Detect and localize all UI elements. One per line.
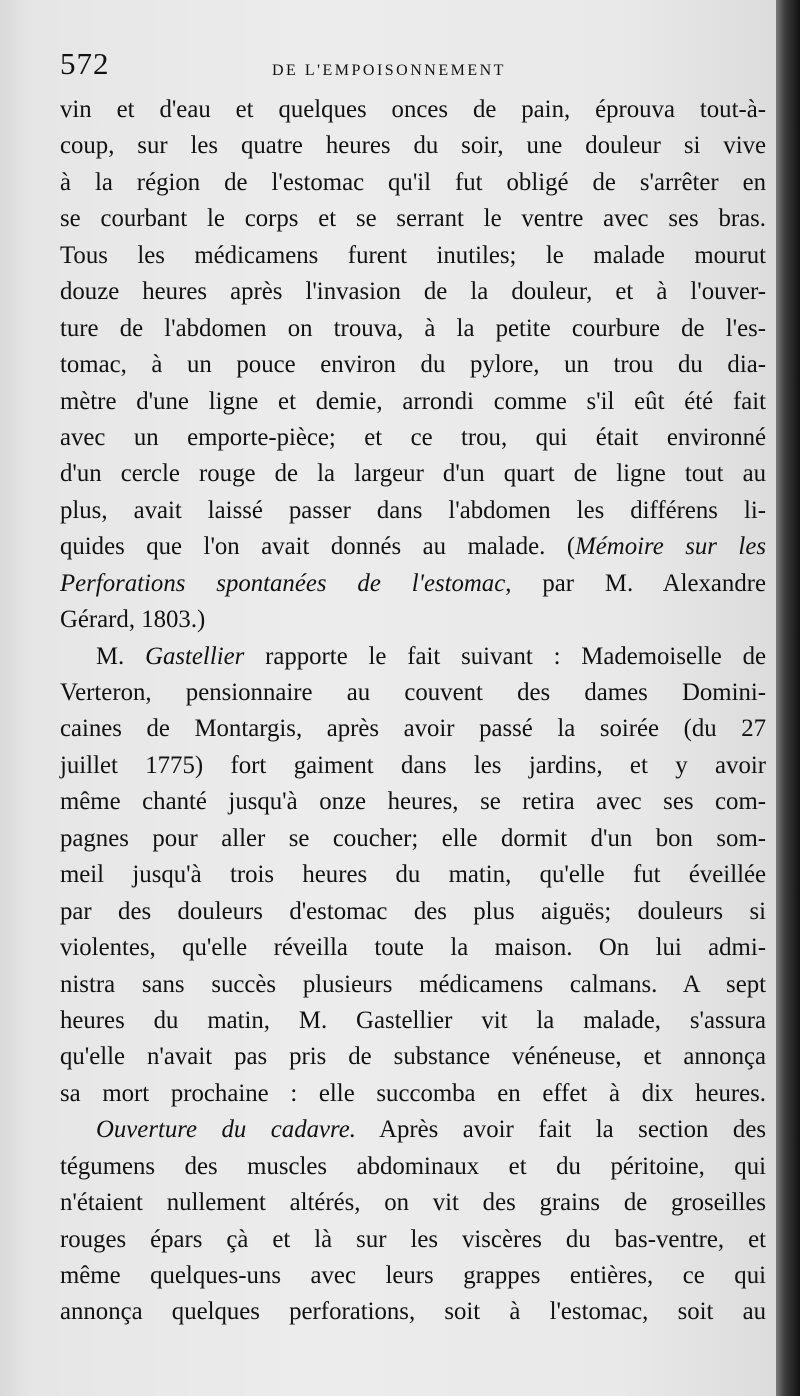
italic-citation: Mémoire sur les: [575, 533, 766, 561]
text-line: Gérard, 1803.): [60, 606, 206, 634]
text-line: plus, avait laissé passer dans l'abdomen les différens li-: [60, 496, 766, 524]
text-line: à la région de l'estomac qu'il fut obligé de s'arrêter en: [60, 168, 766, 196]
text-line: Perforations spontanées de l'estomac, par M. Alexandre: [60, 569, 766, 597]
text-line: violentes, qu'elle réveilla toute la maison. On lui admi-: [60, 934, 766, 962]
text-line: annonça quelques perforations, soit à l'estomac, soit au: [60, 1298, 766, 1326]
text-line: nistra sans succès plusieurs médicamens calmans. A sept: [60, 970, 766, 998]
text-line: rouges épars çà et là sur les viscères du bas-ventre, et: [60, 1225, 766, 1253]
text-line: tégumens des muscles abdominaux et du péritoine, qui: [60, 1152, 766, 1180]
body-text: [60, 92, 766, 1331]
page-edge-shadow: [776, 0, 800, 1396]
text-line: quides que l'on avait donnés au malade. (Mémoire sur les: [60, 533, 766, 561]
text-line: ture de l'abdomen on trouva, à la petite courbure de l'es-: [60, 314, 766, 342]
text-line: Verteron, pensionnaire au couvent des dames Domini-: [60, 679, 766, 706]
text-line: n'étaient nullement altérés, on vit des grains de groseilles: [60, 1189, 766, 1217]
text-line: qu'elle n'avait pas pris de substance vénéneuse, et annonça: [60, 1043, 766, 1071]
italic-heading: Ouverture du cadavre.: [96, 1116, 356, 1144]
text-line: pagnes pour aller se coucher; elle dormit d'un bon som-: [60, 824, 766, 852]
text-line: caines de Montargis, après avoir passé la soirée (du 27: [60, 715, 766, 743]
text-line: heures du matin, M. Gastellier vit la malade, s'assura: [60, 1006, 766, 1034]
text-line: avec un emporte-pièce; et ce trou, qui était environné: [60, 423, 766, 451]
italic-citation: Perforations spontanées de l'estomac: [60, 569, 506, 597]
text-line: se courbant le corps et se serrant le ventre avec ses bras.: [60, 205, 766, 233]
italic-name: Gastellier: [145, 642, 245, 670]
text-line: mètre d'une ligne et demie, arrondi comme s'il eût été fait: [60, 387, 766, 415]
text-line: Tous les médicamens furent inutiles; le malade mourut: [60, 241, 766, 269]
text-line: douze heures après l'invasion de la douleur, et à l'ouver-: [60, 278, 766, 306]
text-line: d'un cercle rouge de la largeur d'un quart de ligne tout au: [60, 460, 766, 488]
text-line: par des douleurs d'estomac des plus aiguës; douleurs si: [60, 897, 766, 925]
page-number: 572: [60, 46, 110, 81]
paragraph-start-line: Ouverture du cadavre. Après avoir fait la section des: [96, 1116, 766, 1144]
page-header: [60, 46, 766, 90]
text-line: même quelques-uns avec leurs grappes entières, ce qui: [60, 1262, 766, 1289]
text-line: vin et d'eau et quelques onces de pain, éprouva tout-à-: [60, 96, 766, 123]
running-head: DE L'EMPOISONNEMENT: [272, 62, 506, 79]
text-line: meil jusqu'à trois heures du matin, qu'elle fut éveillée: [60, 861, 766, 889]
text-line: juillet 1775) fort gaiment dans les jardins, et y avoir: [60, 751, 766, 779]
text-line: sa mort prochaine : elle succomba en effet à dix heures.: [60, 1079, 766, 1107]
text-line: même chanté jusqu'à onze heures, se retira avec ses com-: [60, 788, 766, 816]
paragraph-start-line: M. Gastellier rapporte le fait suivant : Mademoiselle de: [96, 642, 766, 670]
text-line: tomac, à un pouce environ du pylore, un trou du dia-: [60, 351, 766, 379]
text-line: coup, sur les quatre heures du soir, une douleur si vive: [60, 132, 766, 160]
